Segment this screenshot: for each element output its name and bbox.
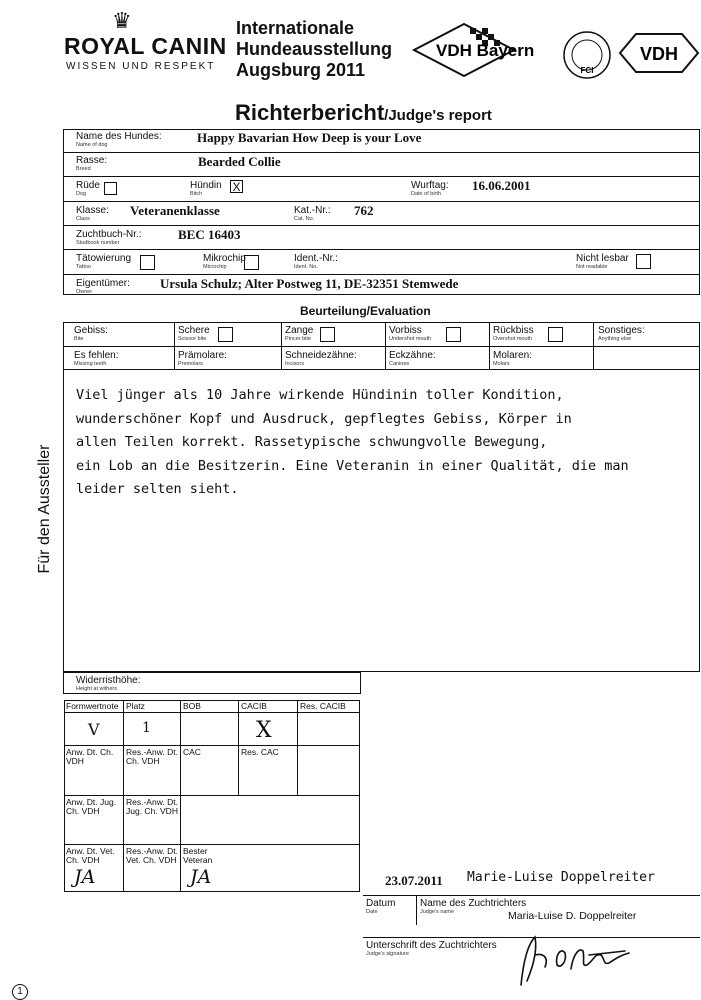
scissor-bite-label: Schere Scissor bite <box>178 325 210 342</box>
not-readable-checkbox[interactable] <box>636 254 651 269</box>
award-cac: CAC <box>183 747 201 757</box>
awards-value-place: 1 <box>142 720 151 736</box>
awards-header-res-cacib: Res. CACIB <box>300 701 346 711</box>
not-readable-label: Nicht lesbar Not readable <box>576 253 629 270</box>
award-anw-dt-vet-ch-value: JA <box>74 866 96 888</box>
scissor-bite-checkbox[interactable] <box>218 327 233 342</box>
vdh-bayern-text: VDH Bayern <box>436 41 535 60</box>
award-res-anw-dt-ch: Res.-Anw. Dt. Ch. VDH <box>126 747 178 766</box>
date-label: Datum Date <box>366 898 396 915</box>
class-value: Veteranenklasse <box>130 203 220 218</box>
royal-canin-tagline: WISSEN UND RESPEKT <box>66 61 216 72</box>
fci-logo-icon <box>562 30 612 80</box>
microchip-checkbox[interactable] <box>244 255 259 270</box>
fci-text: FCI <box>580 66 594 75</box>
microchip-label: Mikrochip Microchip <box>203 253 246 270</box>
male-checkbox[interactable] <box>104 182 117 195</box>
page-number: 1 <box>12 984 28 1000</box>
cat-no-value: 762 <box>354 203 374 218</box>
undershot-label: Vorbiss Undershot mouth <box>389 325 432 342</box>
sidebar-label-for-exhibitor: Für den Aussteller <box>36 444 53 574</box>
owner-label: Eigentümer: Owner <box>76 278 130 295</box>
ident-no-label: Ident.-Nr.: Ident. No. <box>294 253 338 270</box>
tattoo-checkbox[interactable] <box>140 255 155 270</box>
dog-name-value: Happy Bavarian How Deep is your Love <box>197 130 422 145</box>
award-anw-dt-jug-ch: Anw. Dt. Jug. Ch. VDH <box>66 797 117 816</box>
female-checkbox[interactable]: X <box>230 180 243 193</box>
show-title: Internationale Hundeausstellung Augsburg 2011 <box>236 18 393 80</box>
award-best-veteran-value: JA <box>190 866 212 888</box>
awards-value-rating: V <box>88 720 100 739</box>
birth-date-value: 16.06.2001 <box>472 178 531 193</box>
birth-date-label: Wurftag: Date of birth <box>411 180 449 197</box>
tattoo-label: Tätowierung Tattoo <box>76 253 132 270</box>
report-title: Richterbericht/Judge's report <box>235 100 492 125</box>
breed-value: Bearded Collie <box>198 154 281 169</box>
awards-header-rating: Formwertnote <box>66 701 119 711</box>
class-label: Klasse: Class <box>76 205 109 222</box>
incisors-label: Schneidezähne: Incisors <box>285 350 357 367</box>
signature-label: Unterschrift des Zuchtrichters Judge's signature <box>366 940 497 957</box>
award-anw-dt-ch: Anw. Dt. Ch. VDH <box>66 747 114 766</box>
overshot-checkbox[interactable] <box>548 327 563 342</box>
canines-label: Eckzähne: Canines <box>389 350 436 367</box>
pincer-bite-checkbox[interactable] <box>320 327 335 342</box>
awards-value-cacib: X <box>256 718 272 743</box>
bite-label: Gebiss: Bite <box>74 325 108 342</box>
judging-date-value: 23.07.2011 <box>385 873 443 888</box>
award-res-cac: Res. CAC <box>241 747 279 757</box>
judge-name-value: Marie-Luise Doppelreiter <box>467 870 655 885</box>
male-label: Rüde Dog <box>76 180 100 197</box>
judge-name-stamp: Maria-Luise D. Doppelreiter <box>508 910 637 922</box>
studbook-label: Zuchtbuch-Nr.: Studbook number <box>76 229 142 246</box>
vdh-text: VDH <box>639 44 679 64</box>
female-label: Hündin Bitch <box>190 180 222 197</box>
royal-canin-logo: ROYAL CANIN <box>64 33 227 59</box>
award-anw-dt-vet-ch: Anw. Dt. Vet. Ch. VDH <box>66 846 115 865</box>
awards-header-place: Platz <box>126 701 145 711</box>
overshot-label: Rückbiss Overshot mouth <box>493 325 534 342</box>
judge-name-label: Name des Zuchtrichters Judge's name <box>420 898 527 915</box>
judge-signature-icon <box>505 925 635 990</box>
award-best-veteran: Bester Veteran <box>183 846 213 865</box>
evaluation-report-text: Viel jünger als 10 Jahre wirkende Hündinin toller Kondition, wunderschöner Kopf und Ausdruck, gepflegtes Gebiss, Körper in allen Teilen korrekt. Rassetypische schwungvolle Bewegung, ein Lob an die Besitzerin. Eine Veteranin in einer Qualität, die man leider selten sieht. <box>76 387 629 497</box>
missing-teeth-label: Es fehlen: Missing teeth <box>74 350 119 367</box>
awards-header-cacib: CACIB <box>241 701 267 711</box>
awards-header-bob: BOB <box>183 701 201 711</box>
dog-name-label: Name des Hundes: Name of dog <box>76 131 162 148</box>
vdh-bayern-logo-icon <box>412 22 535 78</box>
royal-canin-crown-icon: ♛ <box>112 8 132 33</box>
other-label: Sonstiges: Anything else <box>598 325 645 342</box>
premolars-label: Prämolare: Premolars <box>178 350 227 367</box>
evaluation-title: Beurteilung/Evaluation <box>300 304 431 318</box>
molars-label: Molaren: Molars <box>493 350 532 367</box>
pincer-bite-label: Zange Pincer bite <box>285 325 314 342</box>
undershot-checkbox[interactable] <box>446 327 461 342</box>
cat-no-label: Kat.-Nr.: Cat. No. <box>294 205 331 222</box>
height-label: Widerristhöhe: Height at withers <box>76 675 141 692</box>
breed-label: Rasse: Breed <box>76 155 108 172</box>
award-res-anw-dt-jug-ch: Res.-Anw. Dt. Jug. Ch. VDH <box>126 797 178 816</box>
vdh-logo-icon <box>618 32 700 74</box>
owner-value: Ursula Schulz; Alter Postweg 11, DE-32351 Stemwede <box>160 276 459 291</box>
studbook-value: BEC 16403 <box>178 227 241 242</box>
award-res-anw-dt-vet-ch: Res.-Anw. Dt. Vet. Ch. VDH <box>126 846 178 865</box>
